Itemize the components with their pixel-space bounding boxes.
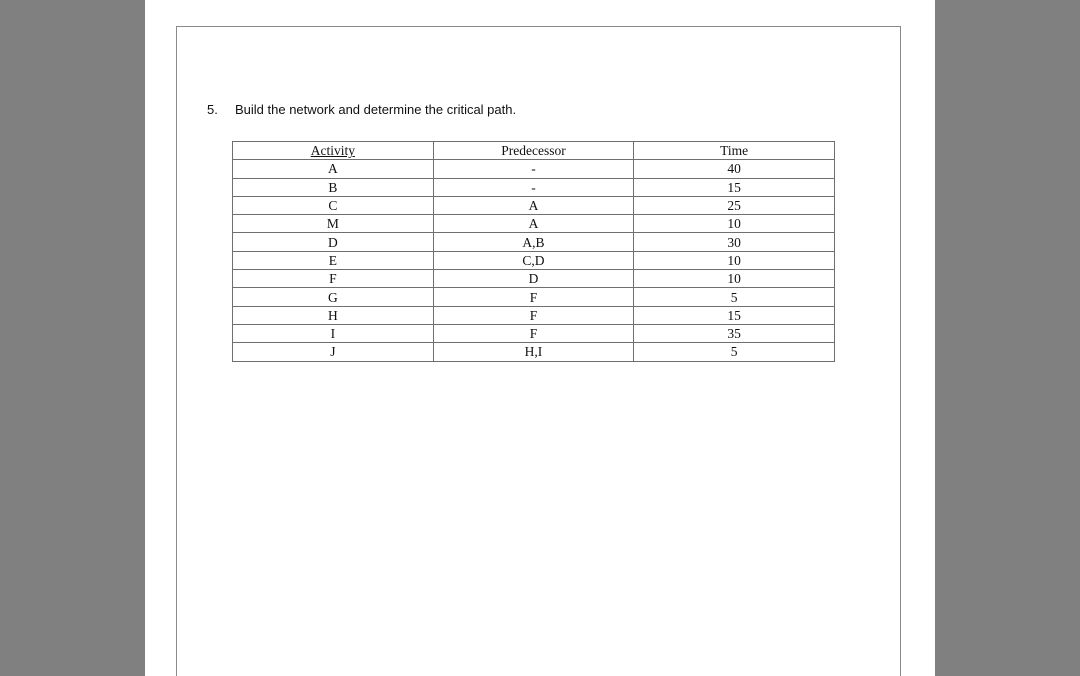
table-row: [233, 288, 835, 306]
cell-predecessor: -: [433, 178, 634, 196]
cell-activity: G: [233, 288, 434, 306]
header-activity: Activity: [233, 142, 434, 160]
cell-time: 10: [634, 251, 835, 269]
table-row: [233, 343, 835, 361]
cell-activity: A: [233, 160, 434, 178]
cell-predecessor: F: [433, 306, 634, 324]
header-predecessor: Predecessor: [433, 142, 634, 160]
cell-predecessor: F: [433, 288, 634, 306]
question-number: 5.: [207, 102, 218, 117]
cell-predecessor: C,D: [433, 251, 634, 269]
cell-activity: B: [233, 178, 434, 196]
cell-time: 30: [634, 233, 835, 251]
cell-activity: C: [233, 196, 434, 214]
cell-time: 5: [634, 288, 835, 306]
cell-activity: E: [233, 251, 434, 269]
cell-time: 5: [634, 343, 835, 361]
cell-time: 10: [634, 270, 835, 288]
cell-activity: D: [233, 233, 434, 251]
cell-predecessor: A,B: [433, 233, 634, 251]
cell-time: 15: [634, 178, 835, 196]
question-text: Build the network and determine the critical path.: [235, 102, 517, 117]
table-row: [233, 160, 835, 178]
cell-activity: J: [233, 343, 434, 361]
cell-time: 10: [634, 215, 835, 233]
cell-time: 15: [634, 306, 835, 324]
question: [207, 102, 516, 117]
table-row: [233, 306, 835, 324]
cell-activity: I: [233, 324, 434, 342]
activity-table: [232, 141, 835, 362]
cell-time: 40: [634, 160, 835, 178]
table-row: [233, 324, 835, 342]
cell-time: 25: [634, 196, 835, 214]
cell-predecessor: -: [433, 160, 634, 178]
cell-predecessor: A: [433, 196, 634, 214]
cell-predecessor: F: [433, 324, 634, 342]
table-row: [233, 178, 835, 196]
cell-predecessor: H,I: [433, 343, 634, 361]
cell-activity: M: [233, 215, 434, 233]
document-page: [145, 0, 935, 676]
table-row: [233, 270, 835, 288]
header-time: Time: [634, 142, 835, 160]
cell-time: 35: [634, 324, 835, 342]
cell-activity: H: [233, 306, 434, 324]
table-row: [233, 251, 835, 269]
cell-predecessor: A: [433, 215, 634, 233]
cell-predecessor: D: [433, 270, 634, 288]
cell-activity: F: [233, 270, 434, 288]
table-row: [233, 215, 835, 233]
table-row: [233, 233, 835, 251]
table-row: [233, 196, 835, 214]
table-header-row: [233, 142, 835, 160]
